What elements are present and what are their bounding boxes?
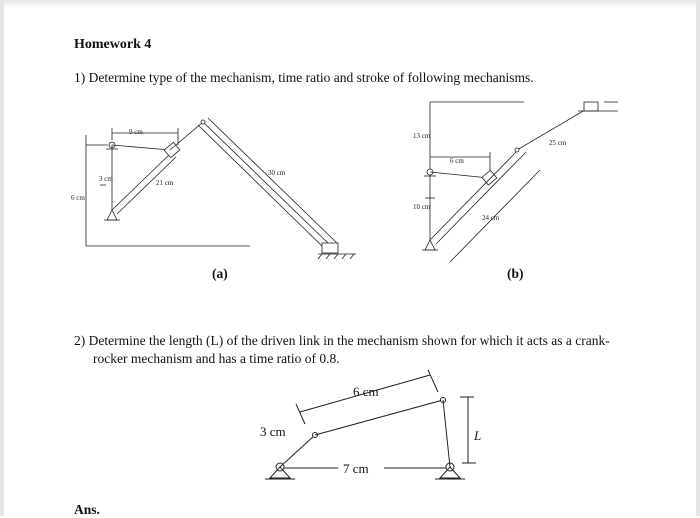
fig-b-dim-10cm: 10 cm bbox=[413, 203, 431, 211]
figure-a bbox=[71, 118, 356, 259]
fig-b-dim-13cm: 13 cm bbox=[413, 132, 431, 140]
fig-b-slider-top bbox=[584, 102, 598, 111]
fig-2-rocker bbox=[443, 400, 450, 467]
fig-2-dim-7cm: 7 cm bbox=[343, 461, 369, 476]
figure-a-caption: (a) bbox=[212, 266, 228, 281]
fig-2-crank bbox=[280, 435, 315, 467]
question-2-line-1: 2) Determine the length (L) of the driven link in the mechanism shown for which it acts as a crank- bbox=[74, 333, 610, 348]
fig-a-dim-6cm: 6 cm bbox=[71, 194, 85, 202]
fig-a-dim-21cm: 21 cm bbox=[156, 179, 174, 187]
fig-a-dim-3cm: 3 cm bbox=[99, 175, 113, 183]
fig-2-coupler bbox=[315, 400, 443, 435]
answer-label: Ans. bbox=[74, 502, 100, 517]
figure-2 bbox=[260, 370, 481, 479]
fig-a-ground-pivot bbox=[107, 210, 117, 220]
fig-a-dim-30cm: 30 cm bbox=[268, 169, 286, 177]
fig-b-ground-pivot bbox=[425, 240, 435, 250]
fig-a-dim-9cm: 9 cm bbox=[129, 128, 143, 136]
question-1-text: 1) Determine type of the mechanism, time ratio and stroke of following mechanisms. bbox=[74, 70, 534, 85]
homework-title: Homework 4 bbox=[74, 37, 152, 52]
fig-b-dim-24cm: 24 cm bbox=[482, 214, 500, 222]
fig-b-crank bbox=[430, 172, 489, 178]
fig-a-slider-block bbox=[164, 142, 180, 157]
fig-2-dim-L: L bbox=[474, 428, 482, 443]
fig-2-dim-3cm: 3 cm bbox=[260, 424, 286, 439]
fig-b-dim-25cm: 25 cm bbox=[549, 139, 567, 147]
fig-b-slider-block bbox=[482, 170, 497, 185]
fig-a-link-30cm bbox=[203, 122, 330, 245]
fig-b-link-24cm bbox=[430, 148, 520, 240]
question-2-line-2: rocker mechanism and has a time ratio of 0.8. bbox=[93, 351, 340, 366]
figure-b bbox=[413, 102, 618, 262]
fig-a-slider-bottom bbox=[322, 243, 338, 253]
fig-b-dim-6cm: 6 cm bbox=[450, 157, 464, 165]
figure-b-caption: (b) bbox=[507, 266, 524, 281]
fig-2-dim-6cm: 6 cm bbox=[353, 384, 379, 399]
